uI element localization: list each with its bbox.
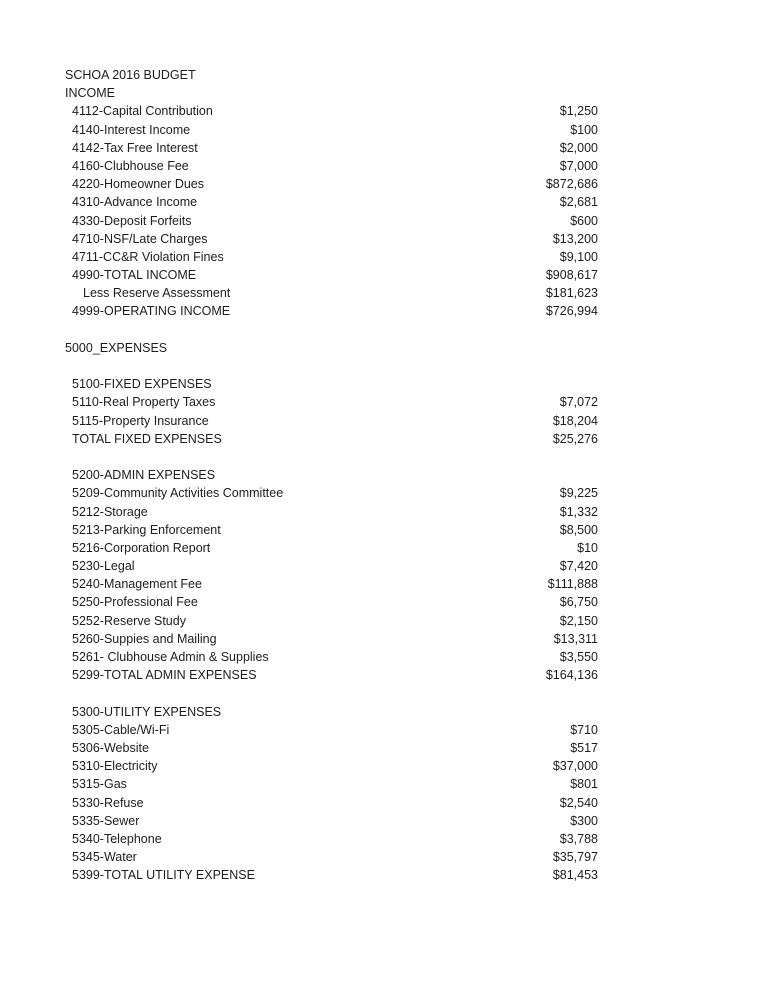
- budget-row: [65, 739, 598, 757]
- row-amount: $9,225: [559, 486, 598, 501]
- budget-body: [65, 84, 598, 884]
- budget-row: [65, 430, 598, 448]
- row-label: 4112-Capital Contribution: [72, 104, 213, 119]
- row-amount: $600: [570, 213, 598, 228]
- row-amount: $801: [570, 777, 598, 792]
- row-label: 5399-TOTAL UTILITY EXPENSE: [72, 868, 255, 883]
- budget-row: [65, 393, 598, 411]
- row-amount: $18,204: [552, 413, 598, 428]
- row-label: 5340-Telephone: [72, 831, 162, 846]
- row-amount: $7,072: [559, 395, 598, 410]
- row-label: 4310-Advance Income: [72, 195, 198, 210]
- row-label: TOTAL FIXED EXPENSES: [72, 431, 222, 446]
- budget-section: [65, 466, 598, 684]
- budget-row: [65, 794, 598, 812]
- budget-row: [65, 539, 598, 557]
- budget-row: [65, 266, 598, 284]
- budget-row: [65, 302, 598, 320]
- row-amount: $37,000: [552, 759, 598, 774]
- row-label: 5261- Clubhouse Admin & Supplies: [72, 650, 269, 664]
- row-amount: $6,750: [559, 595, 598, 610]
- row-amount: $908,617: [545, 268, 598, 283]
- row-label: 4710-NSF/Late Charges: [72, 231, 208, 246]
- row-amount: $300: [570, 813, 598, 828]
- row-label: 5335-Sewer: [72, 813, 140, 828]
- row-label: 4220-Homeowner Dues: [72, 177, 205, 192]
- row-label: 5305-Cable/Wi-Fi: [72, 722, 170, 737]
- budget-row: [65, 557, 598, 575]
- budget-row: [65, 848, 598, 866]
- row-amount: $9,100: [559, 249, 598, 264]
- row-amount: $111,888: [547, 577, 598, 592]
- row-label: 4160-Clubhouse Fee: [72, 158, 189, 173]
- row-amount: $164,136: [545, 668, 598, 683]
- budget-row: [65, 812, 598, 830]
- row-amount: $726,994: [545, 304, 598, 319]
- row-amount: $1,250: [559, 104, 598, 119]
- budget-row: [65, 666, 598, 684]
- section-heading: 5300-UTILITY EXPENSES: [72, 704, 222, 719]
- budget-row: [65, 157, 598, 175]
- row-label: 5252-Reserve Study: [72, 613, 186, 628]
- row-label: 4990-TOTAL INCOME: [72, 268, 197, 283]
- row-label: 4330-Deposit Forfeits: [72, 213, 192, 228]
- budget-row: [65, 284, 598, 302]
- budget-row: [65, 212, 598, 230]
- row-amount: $13,200: [552, 231, 598, 246]
- budget-section: [65, 84, 598, 320]
- row-label: 5230-Legal: [72, 559, 135, 574]
- row-amount: $517: [570, 740, 598, 755]
- row-label: 5299-TOTAL ADMIN EXPENSES: [72, 668, 257, 683]
- row-label: 4999-OPERATING INCOME: [72, 304, 231, 319]
- row-label: 4140-Interest Income: [72, 122, 191, 137]
- budget-row: [65, 575, 598, 593]
- row-label: 5306-Website: [72, 740, 149, 755]
- row-amount: $81,453: [552, 868, 598, 883]
- budget-row: [65, 193, 598, 211]
- section-heading: 5200-ADMIN EXPENSES: [72, 468, 216, 483]
- row-label: 5115-Property Insurance: [72, 413, 209, 428]
- row-label: 5216-Corporation Report: [72, 540, 211, 555]
- section-heading: 5100-FIXED EXPENSES: [72, 377, 212, 392]
- row-label: 5310-Electricity: [72, 759, 158, 774]
- budget-row: [65, 503, 598, 521]
- row-label: 5213-Parking Enforcement: [72, 522, 221, 537]
- budget-row: [65, 102, 598, 120]
- budget-row: [65, 630, 598, 648]
- budget-row: [65, 248, 598, 266]
- row-label: 5209-Community Activities Committee: [72, 486, 284, 501]
- document-title: SCHOA 2016 BUDGET: [65, 68, 196, 82]
- row-label: 4711-CC&R Violation Fines: [72, 249, 224, 264]
- row-amount: $25,276: [552, 431, 598, 446]
- row-amount: $2,150: [559, 613, 598, 628]
- budget-row: [65, 121, 598, 139]
- row-label: 5330-Refuse: [72, 795, 144, 810]
- row-amount: $1,332: [559, 504, 598, 519]
- row-label: Less Reserve Assessment: [83, 286, 231, 301]
- budget-row: [65, 866, 598, 884]
- row-amount: $872,686: [545, 177, 598, 192]
- row-amount: $2,681: [559, 195, 598, 210]
- budget-section: [65, 375, 598, 448]
- section-heading: 5000_EXPENSES: [65, 340, 168, 355]
- row-amount: $2,540: [559, 795, 598, 810]
- row-label: 4142-Tax Free Interest: [72, 140, 198, 155]
- row-label: 5212-Storage: [72, 504, 148, 519]
- budget-row: [65, 721, 598, 739]
- row-amount: $100: [570, 122, 598, 137]
- budget-row: [65, 412, 598, 430]
- section-heading: INCOME: [65, 86, 115, 101]
- row-label: 5250-Professional Fee: [72, 595, 198, 610]
- row-amount: $3,550: [559, 650, 598, 664]
- row-label: 5110-Real Property Taxes: [72, 395, 216, 410]
- budget-row: [65, 648, 598, 666]
- budget-row: [65, 757, 598, 775]
- budget-row: [65, 521, 598, 539]
- budget-row: [65, 175, 598, 193]
- budget-row: [65, 612, 598, 630]
- budget-row: [65, 139, 598, 157]
- row-amount: $10: [577, 540, 598, 555]
- row-label: 5240-Management Fee: [72, 577, 202, 592]
- row-label: 5315-Gas: [72, 777, 127, 792]
- row-amount: $3,788: [559, 831, 598, 846]
- row-amount: $8,500: [559, 522, 598, 537]
- budget-row: [65, 230, 598, 248]
- budget-row: [65, 775, 598, 793]
- row-amount: $7,000: [559, 158, 598, 173]
- budget-section: [65, 339, 598, 357]
- row-amount: $7,420: [559, 559, 598, 574]
- row-label: 5345-Water: [72, 850, 137, 865]
- budget-row: [65, 830, 598, 848]
- row-amount: $2,000: [559, 140, 598, 155]
- budget-row: [65, 484, 598, 502]
- row-label: 5260-Suppies and Mailing: [72, 631, 217, 646]
- budget-section: [65, 703, 598, 885]
- budget-row: [65, 593, 598, 611]
- row-amount: $710: [570, 722, 598, 737]
- row-amount: $35,797: [552, 850, 598, 865]
- row-amount: $13,311: [553, 631, 598, 646]
- row-amount: $181,623: [545, 286, 598, 301]
